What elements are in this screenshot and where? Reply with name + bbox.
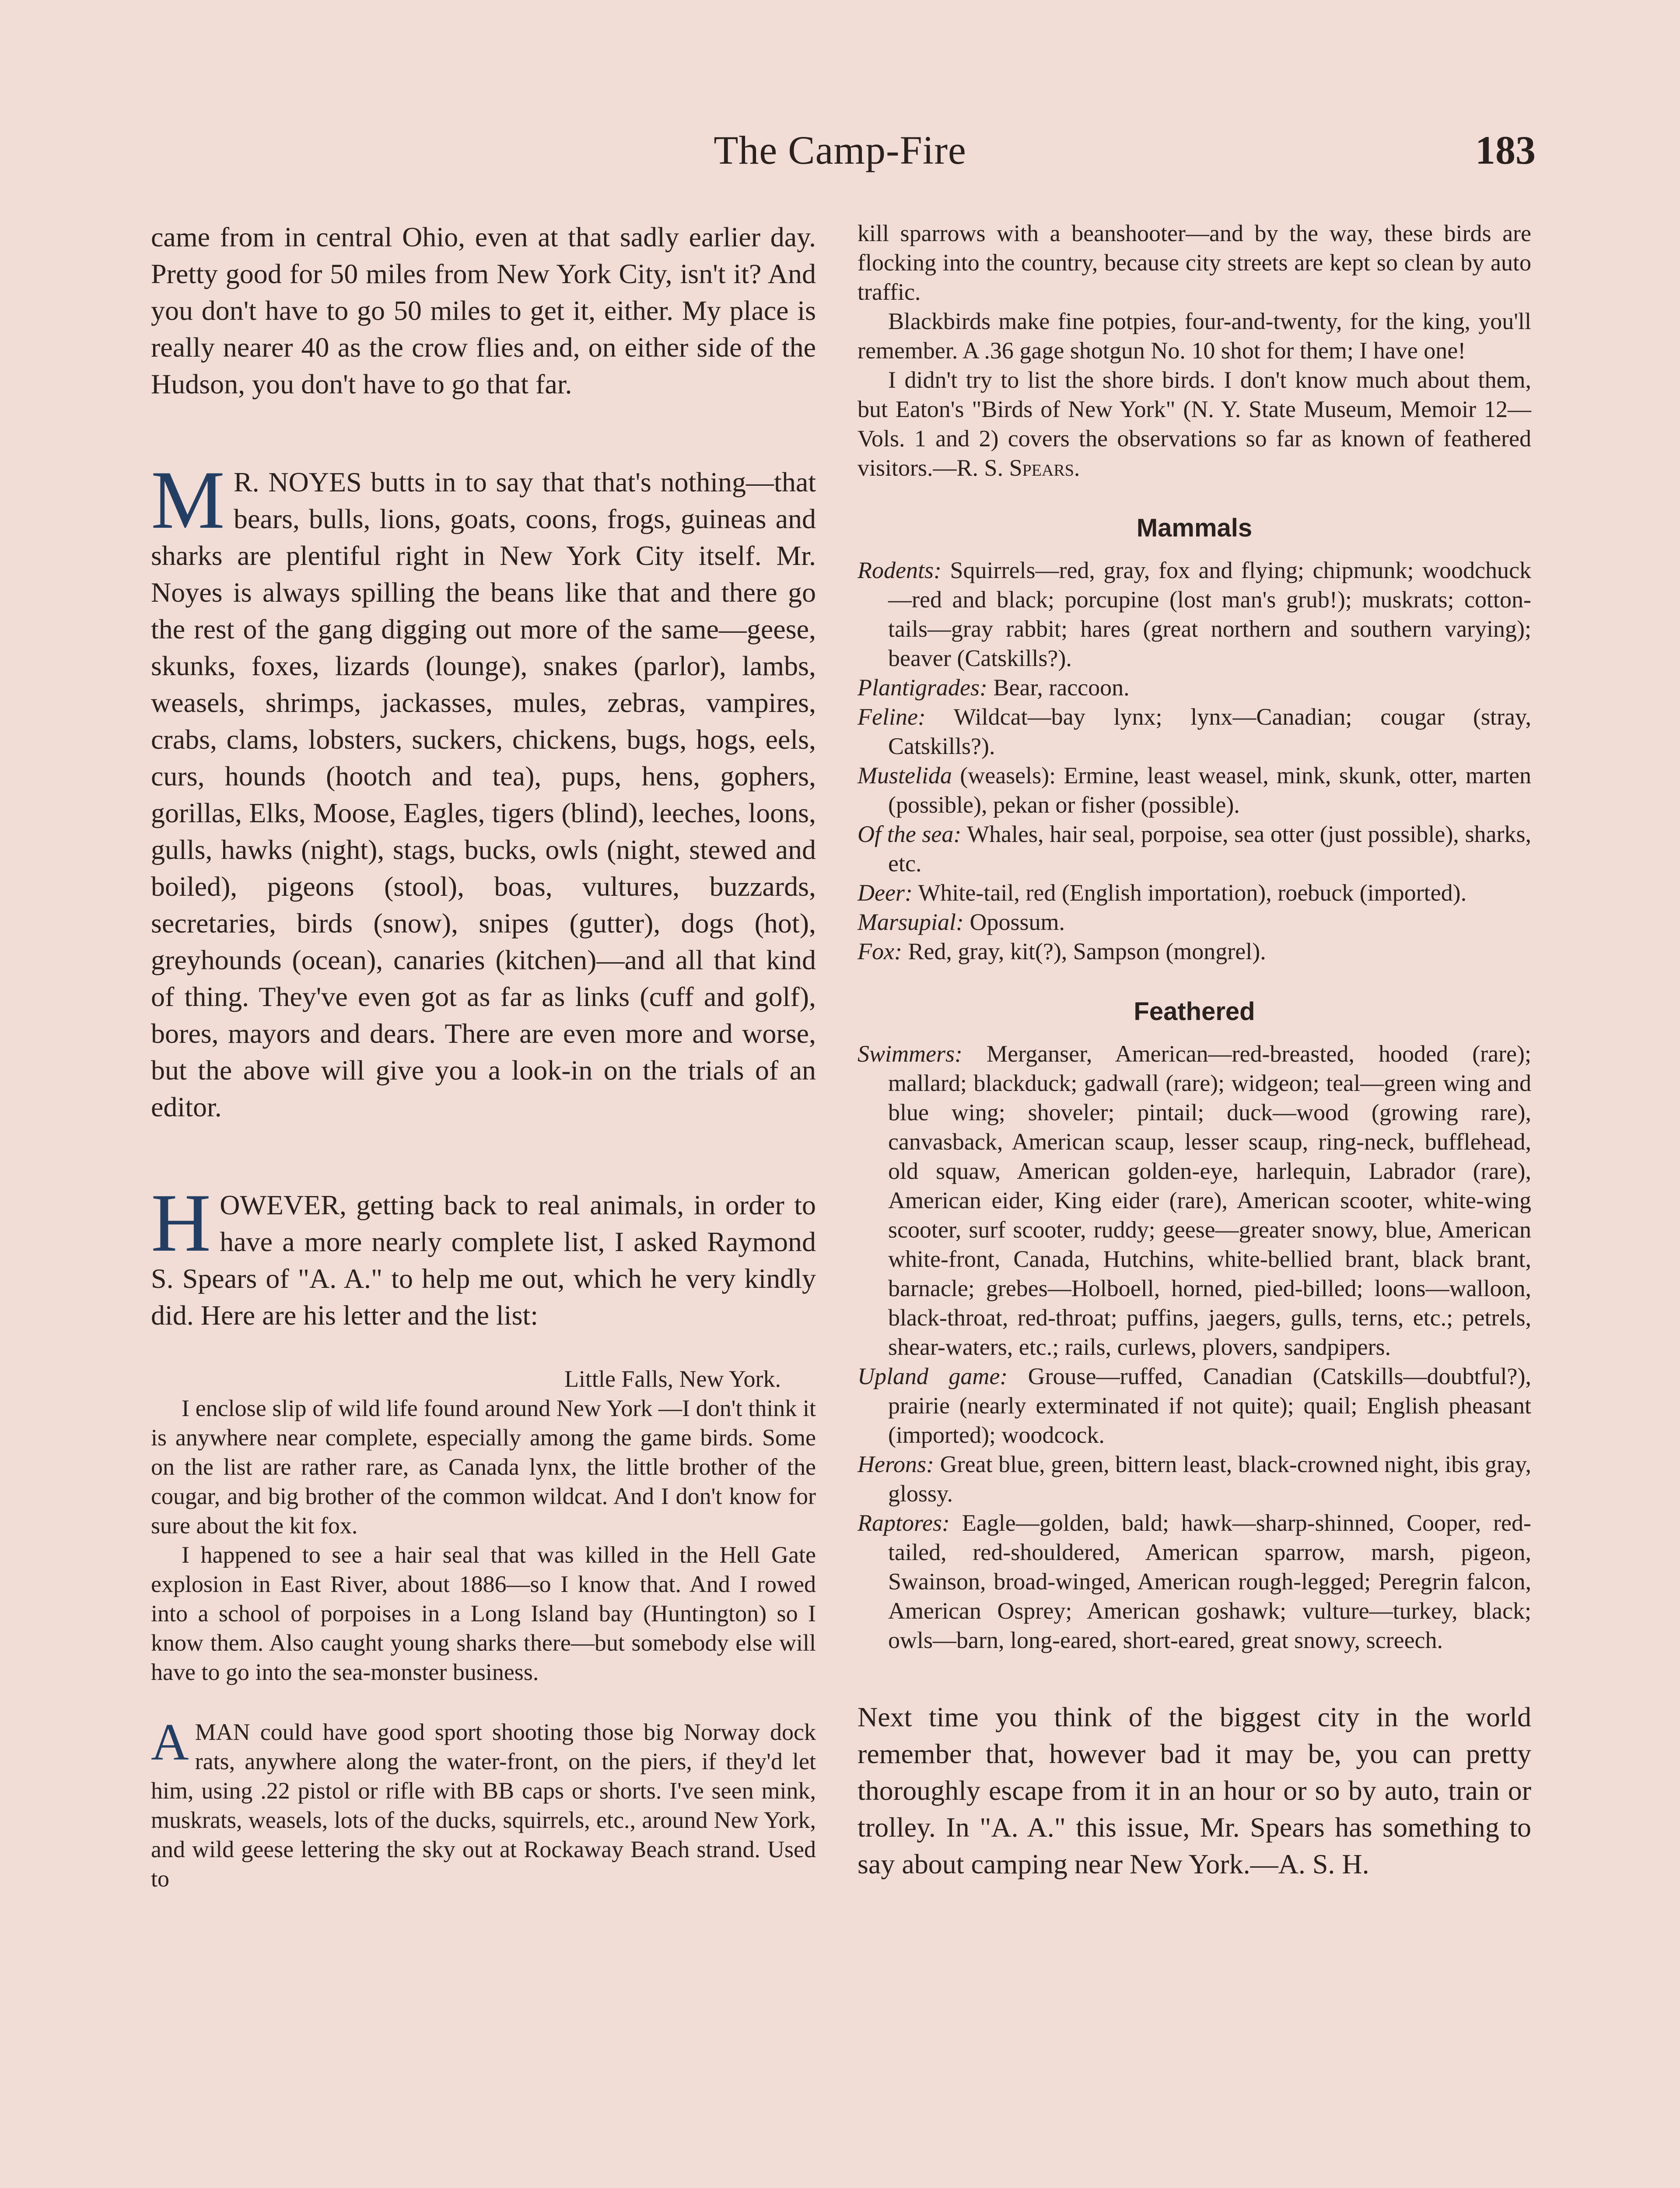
mammal-entry-label: Of the sea: [858,821,962,847]
continuation-paragraph-2: Blackbirds make fine potpies, four-and-twenty, for the king, you'll remember. A .36 gage shotgun No. 10 shot for them; I have one! [858,308,1531,364]
mammal-entry-label: Rodents: [858,557,942,583]
left-column [151,219,816,1893]
feathered-heading: Feathered [1134,997,1255,1026]
mammal-entry-text: (weasels): Ermine, least weasel, mink, skunk, otter, marten (possible), pekan or fisher (possible). [888,762,1531,818]
mammal-entry-label: Feline: [858,704,926,730]
page-number: 183 [1475,128,1536,172]
bird-entry [858,1362,1531,1450]
mammal-entry [858,761,1531,820]
mammal-entry-label: Marsupial: [858,909,964,935]
letter-paragraph-3-text: MAN could have good sport shooting those big Norway dock rats, anywhere along the water-front, on the piers, if they'd let him, using .22 pistol or rifle with BB caps or shorts. I've seen mink, muskrats, weasels, lots of the ducks, squirrels, etc., around New York, and wild geese lettering the sky out at Rockaway Beach strand. Used to [151,1719,816,1892]
bird-entry-text: Eagle—golden, bald; hawk—sharp-shinned, Cooper, red-tailed, red-shouldered, American sparrow, marsh, pigeon, Swainson, broad-winged, American rough-legged; Peregrin falcon, American Osprey; American goshawk; vulture—turkey, black; owls—barn, long-eared, short-eared, great snowy, screech. [888,1510,1531,1653]
continuation-paragraph-1: kill sparrows with a beanshooter—and by the way, these birds are flocking into the country, because city streets are kept so clean by auto traffic. [858,220,1531,305]
mammals-heading: Mammals [1136,514,1253,542]
mammal-entry-label: Plantigrades: [858,674,987,701]
drop-cap-m: M [151,454,225,546]
mammal-entry [858,908,1531,937]
mammal-entry-text: Red, gray, kit(?), Sampson (mongrel). [902,938,1266,964]
mammals-list [858,556,1531,966]
mammal-entry-label: Fox: [858,938,902,964]
letter-continuation [858,219,1531,483]
mammal-entry [858,878,1531,908]
bird-entry-label: Herons: [858,1451,934,1477]
letter-paragraph-3 [151,1713,816,1893]
bird-entry-label: Upland game: [858,1363,1008,1389]
drop-cap-a: A [151,1713,189,1771]
mammal-entry [858,937,1531,966]
paragraph-however-text: OWEVER, getting back to real animals, in order to have a more nearly complete list, I asked Raymond S. Spears of "A. A." to help me out, which he very kindly did. Here are his letter and the list: [151,1189,816,1331]
bird-entry-text: Merganser, American—red-breasted, hooded (rare); mallard; blackduck; gadwall (rare); widgeon; teal—green wing and blue wing; shoveler; pintail; duck—wood (growing rare), canvasback, American scaup, lesser scaup, ring-neck, bufflehead, old squaw, American golden-eye, harlequin, Labrador (rare), American eider, King eider (rare), American scooter, white-wing scooter, surf scooter, ruddy; geese—greater snowy, blue, American white-front, Canada, Hutchins, white-bellied brant, black brant, barnacle; grebes—Holboell, horned, pied-billed; loons—walloon, black-throat, red-throat; puffins, jaegers, gulls, terns, etc.; petrels, shear-waters, etc.; rails, curlews, plovers, sandpipers. [888,1041,1531,1360]
letter-paragraph-2: I happened to see a hair seal that was killed in the Hell Gate explosion in East River, about 1886—so I know that. And I rowed into a school of porpoises in a Long Island bay (Huntington) so I know them. Also caught young sharks there—but somebody else will have to go into the sea-monster business. [151,1542,816,1685]
mammal-entry-label: Deer: [858,880,913,906]
bird-entry-label: Swimmers: [858,1041,962,1067]
paragraph-noyes-text: R. NOYES butts in to say that that's nothing—that bears, bulls, lions, goats, coons, frogs, guineas and sharks are plentiful right in New York City itself. Mr. Noyes is always spilling the beans like that and there go the rest of the gang digging out more of the same—geese, skunks, foxes, lizards (lounge), snakes (parlor), lambs, weasels, shrimps, jackasses, mules, zebras, vampires, crabs, clams, lobsters, suckers, chickens, bugs, hogs, eels, curs, hounds (hootch and tea), pups, hens, gophers, gorillas, Elks, Moose, Eagles, tigers (blind), leeches, loons, gulls, hawks (night), stags, bucks, owls (night, stewed and boiled), pigeons (stool), boas, vultures, buzzards, secretaries, birds (snow), snipes (gutter), dogs (hot), greyhounds (ocean), canaries (kitchen)—and all that kind of thing. They've even got as far as links (cuff and golf), bores, mayors and dears. There are even more and worse, but the above will give you a look-in on the trials of an editor. [151,466,816,1122]
bird-entry [858,1039,1531,1362]
bird-entry-text: Grouse—ruffed, Canadian (Catskills—doubtful?), prairie (nearly exterminated if not quite); quail; English pheasant (imported); woodcock. [888,1363,1531,1448]
mammal-entry [858,556,1531,673]
drop-cap-h: H [151,1177,211,1269]
mammal-entry [858,673,1531,702]
bird-entry-label: Raptores: [858,1510,950,1536]
letter-dateline: Little Falls, New York. [564,1366,781,1392]
mammal-entry-text: Whales, hair seal, porpoise, sea otter (just possible), sharks, etc. [888,821,1531,877]
paragraph-noyes [151,454,816,1126]
paragraph-ohio: came from in central Ohio, even at that sadly earlier day. Pretty good for 50 miles from New York City, isn't it? And you don't have to go 50 miles to get it, either. My place is really nearer 40 as the crow flies and, on either side of the Hudson, you don't have to go that far. [151,221,816,400]
mammal-entry [858,702,1531,761]
bird-entry [858,1450,1531,1508]
mammal-entry-label: Mustelida [858,762,952,789]
feathered-list [858,1039,1531,1655]
mammal-entry [858,820,1531,878]
letter-paragraph-1: I enclose slip of wild life found around New York —I don't think it is anywhere near complete, especially among the game birds. Some on the list are rather rare, as Canada lynx, the little brother of the cougar, and big brother of the common wildcat. And I don't know for sure about the kit fox. [151,1395,816,1539]
continuation-paragraph-3: I didn't try to list the shore birds. I don't know much about them, but Eaton's "Birds of New York" (N. Y. State Museum, Memoir 12—Vols. 1 and 2) covers the observations so far as known of feathered visitors.—R. S. Spears. [858,367,1531,481]
mammal-entry-text: Squirrels—red, gray, fox and flying; chipmunk; woodchuck—red and black; porcupine (lost man's grub!); muskrats; cotton-tails—gray rabbit; hares (great northern and southern varying); beaver (Catskills?). [888,557,1531,671]
mammal-entry-text: White-tail, red (English importation), roebuck (imported). [912,880,1467,906]
paragraph-however [151,1177,816,1334]
closing-paragraph: Next time you think of the biggest city in the world remember that, however bad it may be, you can pretty thoroughly escape from it in an hour or so by auto, train or trolley. In "A. A." this issue, Mr. Spears has something to say about camping near New York.—A. S. H. [858,1701,1531,1879]
mammal-entry-text: Bear, raccoon. [987,674,1130,701]
spears-letter [151,1394,816,1687]
bird-entry [858,1508,1531,1655]
letter-signature: R. S. Spears. [956,455,1080,481]
right-column [858,219,1531,1883]
bird-entry-text: Great blue, green, bittern least, black-crowned night, ibis gray, glossy. [888,1451,1531,1507]
mammal-entry-text: Wildcat—bay lynx; lynx—Canadian; cougar (stray, Catskills?). [888,704,1531,759]
running-header-title: The Camp-Fire [714,128,966,172]
mammal-entry-text: Opossum. [964,909,1065,935]
